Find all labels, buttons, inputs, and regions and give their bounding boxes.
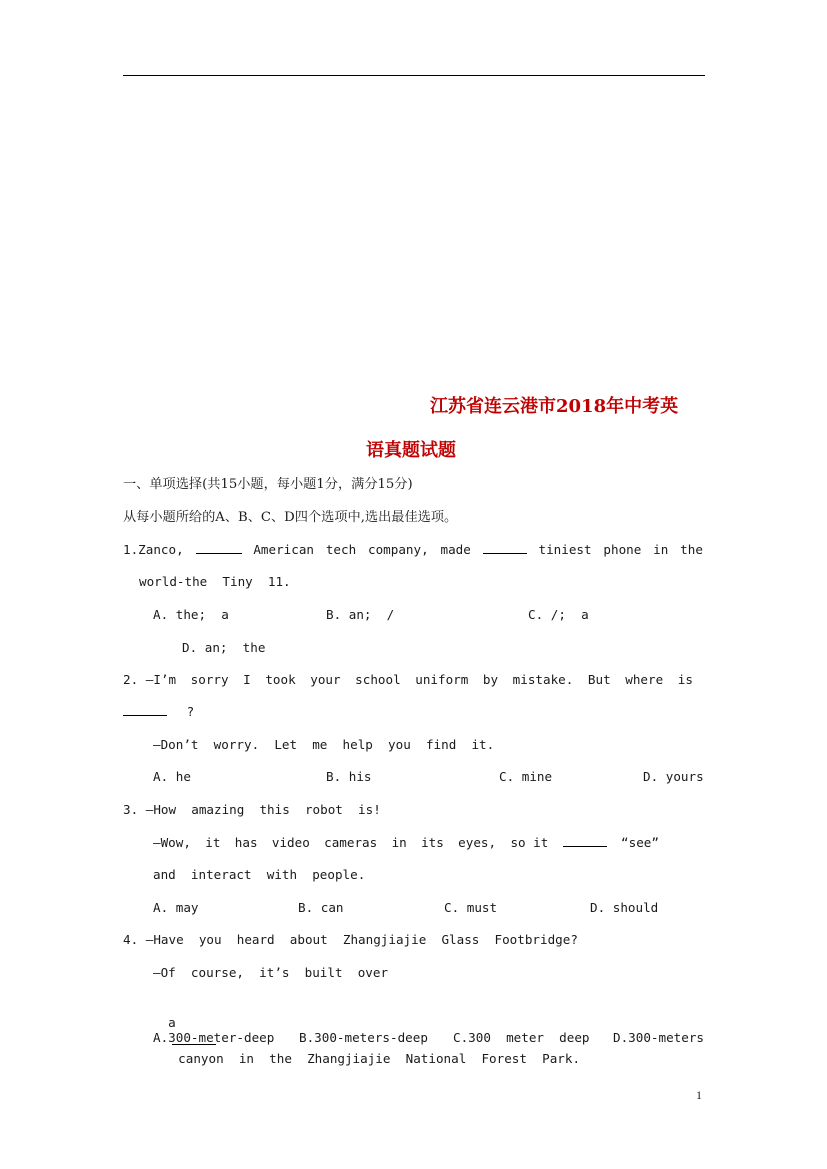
q4-lead: a [168,1015,176,1030]
question-1-line-2: world-the Tiny 11. [139,574,291,589]
q1-option-a: A. the; a [153,607,229,622]
section-instruction: 从每小题所给的A、B、C、D四个选项中,选出最佳选项。 [123,510,458,525]
q2-word: But [587,672,611,687]
q2-word: I [243,672,251,687]
q4-option-d: D.300-meters [613,1030,704,1045]
q3-option-b: B. can [298,900,344,915]
q3-word: eyes, [458,835,497,850]
title-line-1: 江苏省连云港市2018年中考英 [430,396,679,417]
q3-tail: “see” [621,835,659,850]
q3-option-a: A. may [153,900,199,915]
q1-word: made [440,542,471,557]
q2-option-d: D. yours [643,769,704,784]
question-2-line-2 [123,703,194,721]
q2-option-b: B. his [326,769,372,784]
q2-word: took [265,672,296,687]
q1-word: the [680,542,703,557]
q4-option-c: C.300 meter deep [453,1030,590,1045]
q3-word: its [421,835,444,850]
q1-word: tech [325,542,357,557]
question-3-line-2 [153,834,659,852]
q2-option-c: C. mine [499,769,553,784]
question-1-line-1 [123,541,703,559]
q2-option-a: A. he [153,769,191,784]
question-2-line-1 [123,671,693,689]
q3-word: in [391,835,407,850]
q3-word: has [234,835,258,850]
q1-option-d: D. an; the [182,640,266,655]
question-3-line-3: and interact with people. [153,867,366,882]
question-4-line-2: —Of course, it’s built over [153,965,389,980]
question-3-line-1: 3. —How amazing this robot is! [123,802,381,817]
q1-blank-1 [196,541,242,554]
q3-word: so it [510,835,549,850]
q1-word: company, [368,542,429,557]
q2-word: your [310,672,341,687]
q3-word: —Wow, [153,835,191,850]
q1-blank-2 [483,541,527,554]
q1-word: American [253,542,314,557]
q2-word: is [677,672,693,687]
q2-word: mistake. [512,672,574,687]
section-heading: 一、单项选择(共15小题，每小题1分，满分15分) [123,477,413,492]
q2-word: where [625,672,664,687]
q3-blank [563,834,607,847]
page-number: 1 [696,1088,702,1102]
q3-word: it [205,835,221,850]
q3-option-d: D. should [590,900,659,915]
q1-option-b: B. an; / [326,607,395,622]
q4-option-a: A.300-meter-deep [153,1030,275,1045]
q4-option-b: B.300-meters-deep [299,1030,428,1045]
q2-question-mark: ? [186,704,195,719]
q2-word: by [482,672,499,687]
q2-word: 2. —I’m [123,672,177,687]
q1-word: phone [603,542,642,557]
q2-reply: —Don’t worry. Let me help you find it. [153,737,495,752]
q2-word: sorry [190,672,229,687]
q1-word: tiniest [538,542,592,557]
q2-word: school [355,672,401,687]
q4-tail: canyon in the Zhangjiajie National Forest Park. [178,1051,581,1066]
q2-word: uniform [415,672,469,687]
header-rule [123,75,705,76]
q3-word: video [271,835,310,850]
q3-word: cameras [324,835,378,850]
question-4-line-1: 4. —Have you heard about Zhangjiajie Glass Footbridge? [123,932,578,947]
title-line-2: 语真题试题 [366,440,456,461]
q2-blank [123,703,167,716]
q1-option-c: C. /; a [528,607,589,622]
q3-option-c: C. must [444,900,498,915]
q1-lead: 1.Zanco, [123,542,184,557]
q1-word: in [653,542,669,557]
